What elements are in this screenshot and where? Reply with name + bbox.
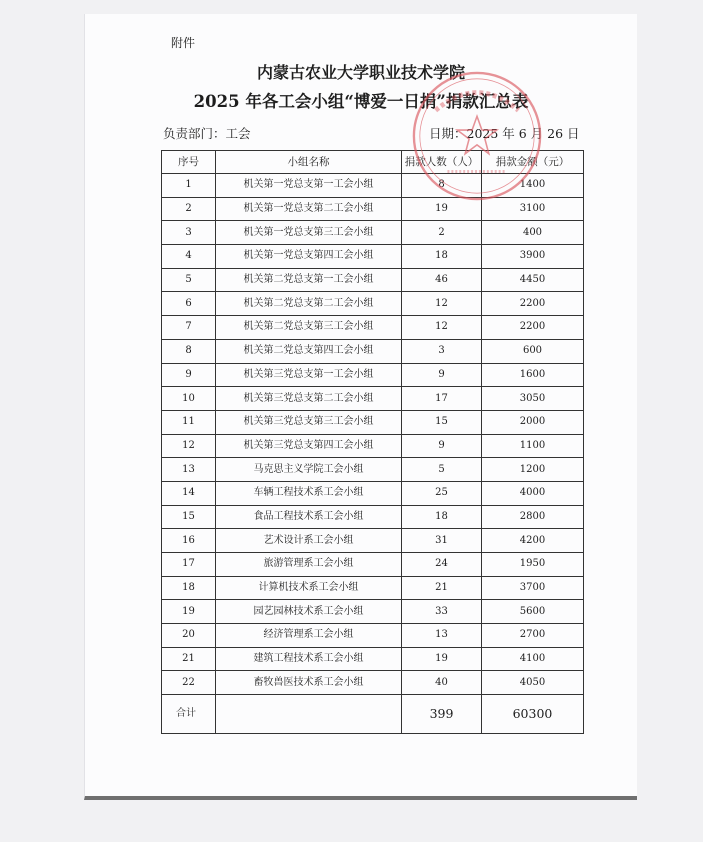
title-table: 2025 年各工会小组“博爱一日捐”捐款汇总表 — [193, 92, 529, 111]
table-row — [162, 268, 584, 292]
row-index: 1 — [162, 174, 216, 198]
table-header-row — [162, 151, 584, 174]
group-name: 建筑工程技术系工会小组 — [216, 647, 402, 671]
row-index: 9 — [162, 363, 216, 387]
table-row — [162, 553, 584, 577]
donor-count: 18 — [402, 505, 482, 529]
table-row — [162, 647, 584, 671]
donation-amount: 1100 — [482, 434, 584, 458]
table-row — [162, 387, 584, 411]
group-name: 经济管理系工会小组 — [216, 624, 402, 648]
donation-amount: 2700 — [482, 624, 584, 648]
group-name: 畜牧兽医技术系工会小组 — [216, 671, 402, 695]
row-index: 16 — [162, 529, 216, 553]
donor-count: 18 — [402, 245, 482, 269]
table-row — [162, 197, 584, 221]
row-index: 10 — [162, 387, 216, 411]
donation-amount: 2200 — [482, 292, 584, 316]
donor-count: 24 — [402, 553, 482, 577]
donation-amount: 1600 — [482, 363, 584, 387]
group-name: 机关第三党总支第二工会小组 — [216, 387, 402, 411]
total-empty-cell — [216, 695, 402, 734]
donor-count: 19 — [402, 647, 482, 671]
donor-count: 31 — [402, 529, 482, 553]
table-row — [162, 458, 584, 482]
group-name: 机关第二党总支第三工会小组 — [216, 316, 402, 340]
total-row — [162, 695, 584, 734]
row-index: 21 — [162, 647, 216, 671]
row-index: 8 — [162, 339, 216, 363]
row-index: 12 — [162, 434, 216, 458]
table-row — [162, 576, 584, 600]
row-index: 7 — [162, 316, 216, 340]
department-label: 负责部门：工会 — [163, 126, 251, 141]
donation-amount: 4200 — [482, 529, 584, 553]
table-row — [162, 505, 584, 529]
donor-count: 17 — [402, 387, 482, 411]
row-index: 5 — [162, 268, 216, 292]
donor-count: 9 — [402, 363, 482, 387]
donor-count: 2 — [402, 221, 482, 245]
group-name: 机关第二党总支第一工会小组 — [216, 268, 402, 292]
group-name: 机关第三党总支第一工会小组 — [216, 363, 402, 387]
table-row — [162, 363, 584, 387]
row-index: 13 — [162, 458, 216, 482]
table-row — [162, 481, 584, 505]
donor-count: 40 — [402, 671, 482, 695]
donor-count: 19 — [402, 197, 482, 221]
group-name: 车辆工程技术系工会小组 — [216, 481, 402, 505]
donation-summary-table — [161, 150, 584, 734]
group-name: 机关第一党总支第二工会小组 — [216, 197, 402, 221]
group-name: 机关第二党总支第二工会小组 — [216, 292, 402, 316]
donation-amount: 3050 — [482, 387, 584, 411]
donor-count: 15 — [402, 410, 482, 434]
table-row — [162, 434, 584, 458]
table-row — [162, 410, 584, 434]
group-name: 旅游管理系工会小组 — [216, 553, 402, 577]
total-count: 399 — [402, 695, 482, 734]
header-group-name: 小组名称 — [216, 151, 402, 174]
donor-count: 12 — [402, 292, 482, 316]
group-name: 马克思主义学院工会小组 — [216, 458, 402, 482]
donor-count: 21 — [402, 576, 482, 600]
group-name: 机关第三党总支第四工会小组 — [216, 434, 402, 458]
donation-amount: 4450 — [482, 268, 584, 292]
donation-amount: 1200 — [482, 458, 584, 482]
donation-amount: 400 — [482, 221, 584, 245]
table-row — [162, 292, 584, 316]
row-index: 15 — [162, 505, 216, 529]
donor-count: 5 — [402, 458, 482, 482]
donation-amount: 3900 — [482, 245, 584, 269]
group-name: 计算机技术系工会小组 — [216, 576, 402, 600]
donation-amount: 1400 — [482, 174, 584, 198]
donor-count: 12 — [402, 316, 482, 340]
donation-amount: 3700 — [482, 576, 584, 600]
row-index: 11 — [162, 410, 216, 434]
table-row — [162, 529, 584, 553]
total-amount: 60300 — [482, 695, 584, 734]
row-index: 20 — [162, 624, 216, 648]
donation-amount: 2000 — [482, 410, 584, 434]
donation-amount: 2200 — [482, 316, 584, 340]
group-name: 机关第一党总支第四工会小组 — [216, 245, 402, 269]
row-index: 6 — [162, 292, 216, 316]
group-name: 机关第一党总支第一工会小组 — [216, 174, 402, 198]
donor-count: 25 — [402, 481, 482, 505]
donation-amount: 2800 — [482, 505, 584, 529]
donor-count: 9 — [402, 434, 482, 458]
table-row — [162, 600, 584, 624]
donation-amount: 1950 — [482, 553, 584, 577]
donor-count: 8 — [402, 174, 482, 198]
donation-amount: 3100 — [482, 197, 584, 221]
header-amount: 捐款金额（元） — [482, 151, 584, 174]
row-index: 17 — [162, 553, 216, 577]
row-index: 19 — [162, 600, 216, 624]
group-name: 机关第三党总支第三工会小组 — [216, 410, 402, 434]
table-row — [162, 624, 584, 648]
annex-label: 附件 — [171, 36, 196, 50]
group-name: 机关第二党总支第四工会小组 — [216, 339, 402, 363]
row-index: 3 — [162, 221, 216, 245]
donation-amount: 4000 — [482, 481, 584, 505]
title-institution: 内蒙古农业大学职业技术学院 — [256, 63, 465, 82]
table-row — [162, 316, 584, 340]
donor-count: 46 — [402, 268, 482, 292]
donation-amount: 5600 — [482, 600, 584, 624]
donation-amount: 4100 — [482, 647, 584, 671]
header-index: 序号 — [162, 151, 216, 174]
row-index: 2 — [162, 197, 216, 221]
group-name: 艺术设计系工会小组 — [216, 529, 402, 553]
table-row — [162, 245, 584, 269]
donor-count: 13 — [402, 624, 482, 648]
table-row — [162, 339, 584, 363]
table-row — [162, 174, 584, 198]
row-index: 4 — [162, 245, 216, 269]
table-row — [162, 221, 584, 245]
document-page — [84, 14, 637, 800]
group-name: 园艺园林技术系工会小组 — [216, 600, 402, 624]
table-row — [162, 671, 584, 695]
donor-count: 33 — [402, 600, 482, 624]
date-label: 日期：2025 年 6 月 26 日 — [429, 126, 580, 141]
row-index: 14 — [162, 481, 216, 505]
row-index: 22 — [162, 671, 216, 695]
donation-amount: 4050 — [482, 671, 584, 695]
donation-amount: 600 — [482, 339, 584, 363]
donor-count: 3 — [402, 339, 482, 363]
group-name: 食品工程技术系工会小组 — [216, 505, 402, 529]
total-label: 合计 — [162, 695, 216, 734]
group-name: 机关第一党总支第三工会小组 — [216, 221, 402, 245]
row-index: 18 — [162, 576, 216, 600]
header-donor-count: 捐款人数（人） — [402, 151, 482, 174]
